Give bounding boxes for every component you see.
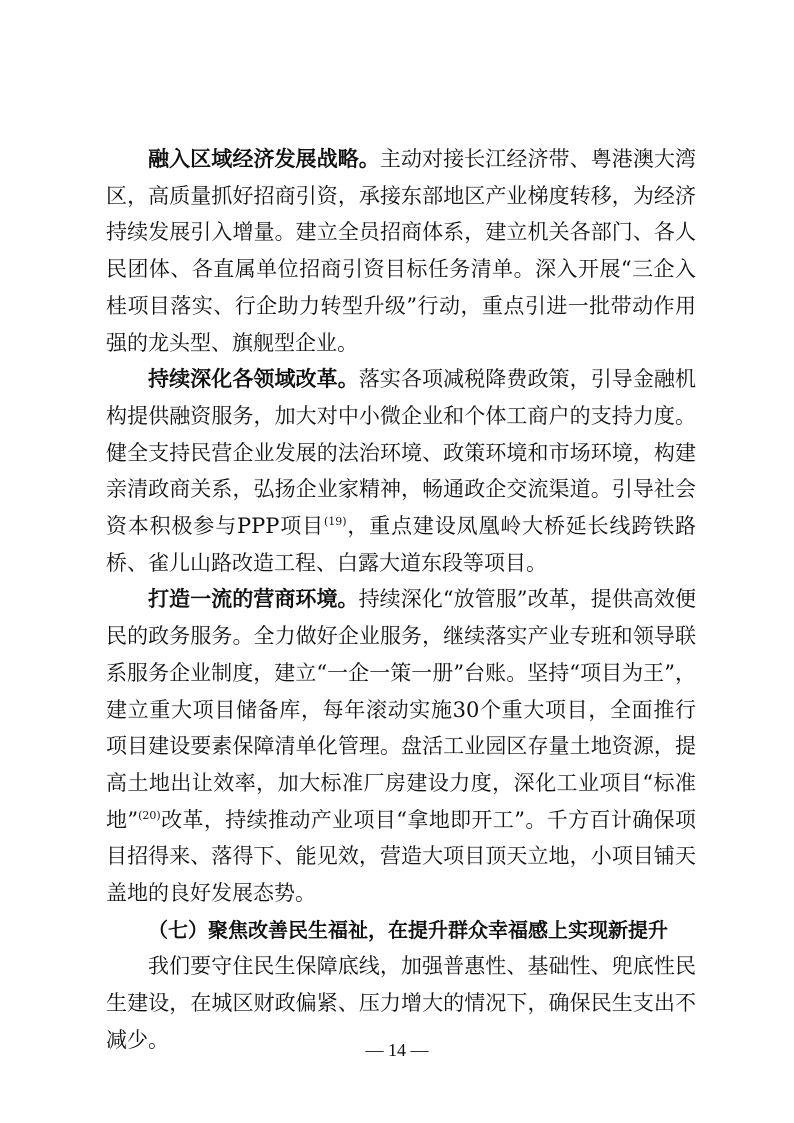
- paragraph-text: 主动对接长江经济带、粤港澳大湾区，高质量抓好招商引资，承接东部地区产业梯度转移，为经济持续发展引入增量。建立全员招商体系，建立机关各部门、各人民团体、各直属单位招商引资目标任务清单。深入开展“三企入桂项目落实、行企助力转型升级”行动，重点引进一批带动作用强的龙头型、旗舰型企业。: [106, 147, 697, 355]
- paragraph-regional-strategy: [106, 141, 696, 361]
- section-heading: （七）聚焦改善民生福祉，在提升群众幸福感上实现新提升: [148, 917, 668, 942]
- footnote-marker: (19): [323, 515, 347, 529]
- paragraph-livelihood: 我们要守住民生保障底线，加强普惠性、基础性、兜底性民生建设，在城区财政偏紧、压力增大的情况下，确保民生支出不减少。: [106, 954, 696, 1052]
- paragraph-business-environment: [106, 581, 696, 911]
- paragraph-text: 持续深化“放管服”改革，提供高效便民的政务服务。全力做好企业服务，继续落实产业专班和领导联系服务企业制度，建立“一企一策一册”台账。坚持“项目为王”，建立重大项目储备库，每年滚动实施30个重大项目，全面推行项目建设要素保障清单化管理。盘活工业园区存量土地资源，提高土地出让效率，加大标准厂房建设力度，深化工业项目“标准地”: [106, 587, 696, 832]
- paragraph-deepen-reform: [106, 361, 696, 581]
- paragraph-text: 落实各项减税降费政策，引导金融机构提供融资服务，加大对中小微企业和个体工商户的支持力度。健全支持民营企业发展的法治环境、政策环境和市场环境，构建亲清政商关系，弘扬企业家精神，畅通政企交流渠道。引导社会资本积极参与PPP项目: [106, 367, 697, 539]
- paragraph-lead: 打造一流的营商环境。: [148, 587, 359, 612]
- footnote-marker: (20): [138, 808, 161, 822]
- paragraph-text: ，重点建设凤凰岭大桥延长线跨铁路桥、雀儿山路改造工程、白露大道东段等项目。: [106, 514, 697, 575]
- paragraph-text: 改革，持续推动产业项目“拿地即开工”。千方百计确保项目招得来、落得下、能见效，营造大项目顶天立地，小项目铺天盖地的良好发展态势。: [106, 807, 696, 906]
- body-text: [106, 141, 696, 1059]
- paragraph-lead: 融入区域经济发展战略。: [148, 147, 380, 171]
- paragraph-lead: 持续深化各领域改革。: [148, 367, 359, 392]
- page-number: — 14 —: [365, 1040, 429, 1060]
